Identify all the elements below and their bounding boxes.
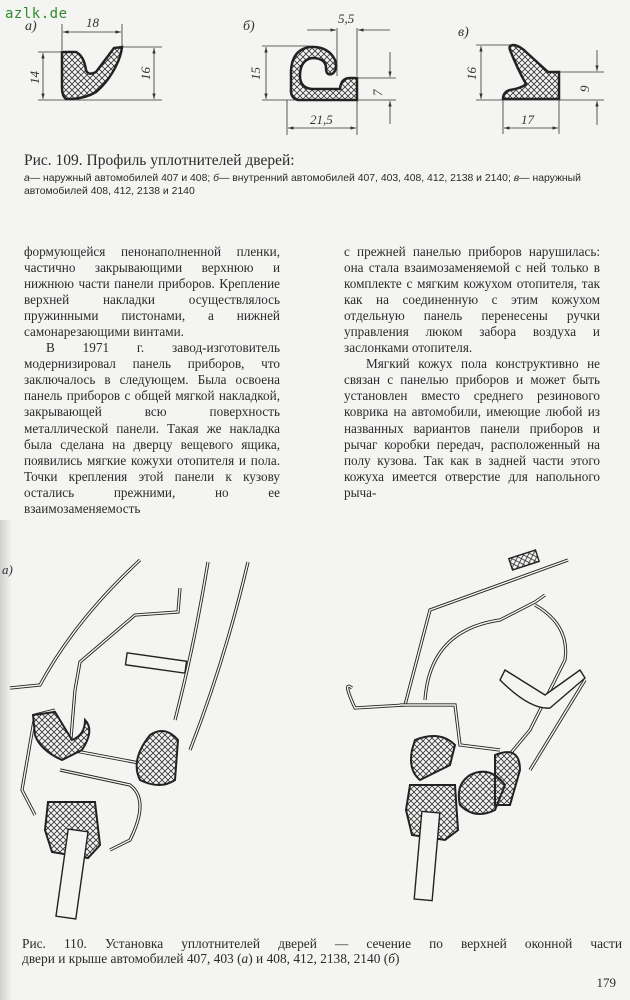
profile-c xyxy=(458,25,604,134)
seal-a-tube xyxy=(137,731,178,785)
caption-text: ) и 408, 412, 2138, 2140 ( xyxy=(248,951,389,966)
dim-5-5: 5,5 xyxy=(338,11,355,26)
figure-110-caption-line1: Рис. 110. Установка уплотнителей дверей — сечение по верхней оконной части xyxy=(22,936,622,951)
caption-text: ) xyxy=(394,951,400,966)
figure-110-caption xyxy=(22,936,622,966)
profile-a xyxy=(25,15,162,100)
figure-109-caption xyxy=(24,152,624,198)
dim-16: 16 xyxy=(138,67,153,80)
paragraph: формующейся пенонаполненной пленки, частично закрывающими верхнюю и нижнюю части панели приборов. Крепление верхней накладки осуществлялось пружинными пистонами, а нижней самонарезающими винтами. xyxy=(24,244,280,340)
dim-9: 9 xyxy=(577,85,592,92)
profile-b xyxy=(243,11,396,135)
dim-17: 17 xyxy=(521,112,534,127)
dim-18: 18 xyxy=(86,15,99,30)
figure-110-caption-line2 xyxy=(22,951,622,966)
panel-label-b: б) xyxy=(243,19,255,34)
panel-label-c: в) xyxy=(458,25,469,40)
paragraph: с прежней панелью приборов нарушилась: она стала взаимозаменяемой с ней только в комплекте с мягким кожухом отопителя, так как на соединенную с этим кожухом отдельную панель перенесены ручки управления люком забора воздуха и заслонками отопителя. xyxy=(344,244,600,356)
panel-label-110a: а) xyxy=(2,562,13,577)
text-column-right xyxy=(344,244,600,501)
legend-text-c: — наружный автомобилей 408, 412, 2138 и 2140 xyxy=(24,173,581,197)
seal-b-upper xyxy=(411,736,455,780)
text-column-left xyxy=(24,244,280,517)
legend-text-a: — наружный автомобилей 407 и 408; xyxy=(29,173,214,184)
legend-key-b: б xyxy=(213,173,219,184)
dim-15: 15 xyxy=(248,67,263,80)
paragraph: Мягкий кожух пола конструктивно не связан с панелью приборов и может быть установлен вместо среднего резинового коврика на автомобили, имеющие любой из названных вариантов панели приборов и рычаг коробки передач, расположенный на полу кузова. Так как в задней части этого кожуха имеется отверстие для напольного рыча- xyxy=(344,356,600,500)
section-a-drawing xyxy=(10,560,248,850)
dim-7: 7 xyxy=(370,89,385,96)
caption-key-b: б xyxy=(388,951,395,966)
figure-109-title: Рис. 109. Профиль уплотнителей дверей: xyxy=(24,152,295,169)
figure-109-profiles xyxy=(0,0,630,145)
section-b-drawing xyxy=(348,560,585,770)
panel-label-a: а) xyxy=(25,19,37,34)
seal-b-tube xyxy=(459,752,520,814)
caption-text: двери и крыше автомобилей 407, 403 ( xyxy=(22,951,242,966)
roof-seal-b xyxy=(509,550,539,570)
dim-21-5: 21,5 xyxy=(310,112,333,127)
window-trim-a xyxy=(125,653,186,673)
legend-key-a: а xyxy=(24,173,30,184)
caption-key-a: а xyxy=(241,951,249,966)
page-number: 179 xyxy=(596,975,616,990)
paragraph: В 1971 г. завод-изготовитель модернизировал панель приборов, что заключалось в следующем. Была освоена панель приборов с общей мягкой накладкой, закрывающей всю поверхность металлической панели. Такая же накладка была сделана на дверцу вещевого ящика, появились мягкие кожухи отопителя и пола. Точки крепления этой панели к кузову остались прежними, но ее взаимозаменяемость xyxy=(24,340,280,516)
figure-109-legend xyxy=(24,172,624,198)
figure-110-sections xyxy=(0,540,630,930)
watermark-text: azlk.de xyxy=(5,6,68,22)
dim-14: 14 xyxy=(27,71,42,84)
legend-text-b: — внутренний автомобилей 407, 403, 408, 412, 2138 и 2140; xyxy=(218,173,514,184)
dim-16-c: 16 xyxy=(464,67,479,80)
legend-key-c: в xyxy=(513,173,520,184)
